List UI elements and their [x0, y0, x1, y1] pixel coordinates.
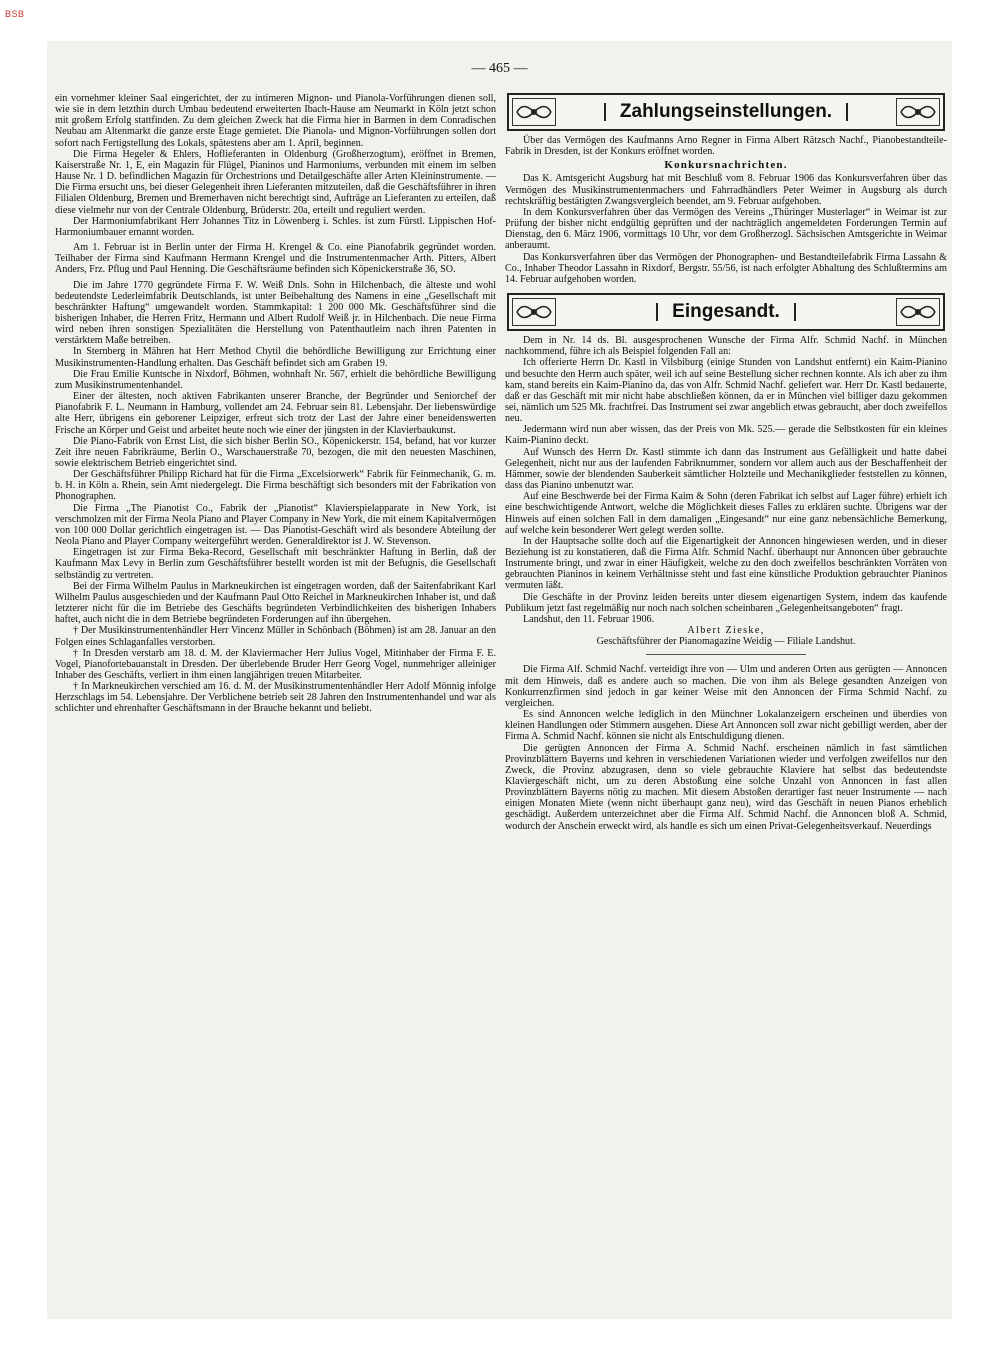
- eingesandt-paragraph: In der Hauptsache sollte doch auf die Eigenartigkeit der Annoncen hingewiesen werden, und in dieser Beziehung ist zu konstatieren, daß die Firma Alfr. Schmid Nachf. überhaupt nur Annoncen über gebrauchte Instrumente bringt, und zwar in einer Häufigkeit, welche zu den doch zweifellos beschränkten Vorräten von gebrauchten Pianinos in keinem Verhältnisse steht und fast eine künstliche Produktion gebrauchter Pianinos vermuten läßt.: [505, 535, 947, 592]
- library-mark: BSB: [5, 9, 25, 19]
- article-kuntsche: Die Frau Emilie Kuntsche in Nixdorf, Böhmen, wohnhaft Nr. 567, erhielt die behördliche Bewilligung zum Musikinstrumentenhandel.: [55, 368, 496, 391]
- article-beka-record: Eingetragen ist zur Firma Beka-Record, Gesellschaft mit beschränkter Haftung in Berlin, daß der Kaufmann Max Levy in Berlin zum Geschäftsführer bestellt worden ist mit der Befugnis, die Gesellschaft selbständig zu vertreten.: [55, 547, 496, 581]
- newspaper-page: [47, 41, 952, 1319]
- eingesandt-paragraph: Ich offerierte Herrn Dr. Kastl in Vilsbiburg (einige Stunden von Landshut entfernt) ein Kaim-Pianino und besuchte den Herrn auch später, weil ich auf seine Bestellung sicher rechnen konnte. Als ich aber zu ihm kam, stand bereits ein Kaim-Pianino da, das von Alfr. Schmid Nachf. geliefert war. Herr Dr. Kastl bedauerte, daß er das Geschäft mit mir nicht habe abschließen können, da er in München viel billiger dazu gekommen sei, nämlich um 525 Mk. frachtfrei. Das Instrument sei zwar angeblich etwas gebraucht, aber doch zweifellos neu.: [505, 357, 947, 425]
- eingesandt-paragraph: Auf eine Beschwerde bei der Firma Kaim & Sohn (deren Fabrikat ich selbst auf Lager führe) erhielt ich eine beschwichtigende Antwort, welche die Möglichkeit dieses Falles zu erklären suchte. Übrigens war der Hinweis auf einen solchen Fall in dem damaligen „Eingesandt“ nur eine ganz nebensächliche Bemerkung, auf welche kein besonderer Wert gelegt werden sollte.: [505, 491, 947, 536]
- obituary-mueller: † Der Musikinstrumentenhändler Herr Vincenz Müller in Schönbach (Böhmen) ist am 28. Januar an den Folgen eines Schlaganfalles verstorben.: [55, 625, 496, 648]
- konkurs-lassahn: Das Konkursverfahren über das Vermögen der Phonographen- und Bestandteilefabrik Firma Lassahn & Co., Inhaber Theodor Lassahn in Rixdorf, Bergstr. 55/56, ist nach erfolgter Abhaltung des Schlußtermins am 14. Februar aufgehoben worden.: [505, 251, 947, 285]
- article-list: Die Piano-Fabrik von Ernst List, die sich bisher Berlin SO., Köpenickerstr. 154, befand, hat vor kurzer Zeit ihre neuen Fabrikräume, Berlin O., Warschauerstraße 70, bezogen, die mit den neuesten Maschinen, sowie elektrischem Betrieb eingerichtet sind.: [55, 435, 496, 469]
- section-divider: [646, 654, 805, 655]
- article-pianotist: Die Firma „The Pianotist Co., Fabrik der „Pianotist“ Klavierspielapparate in New York, ist verschmolzen mit der Firma Neola Piano and Player Company in New York, die mit einem Kapitalvermögen von 100 000 Dollar gerichtlich eingetragen ist. — Das Pianotist-Geschäft wird als besondere Abteilung der Neola Piano and Player Company weitergeführt werden. Generaldirektor ist J. W. Stevenson.: [55, 502, 496, 548]
- zahlungseinstellungen-heading-box: [507, 93, 945, 131]
- article-excelsiorwerk: Der Geschäftsführer Philipp Richard hat für die Firma „Excelsiorwerk“ Fabrik für Feinmechanik, G. m. b. H. in Köln a. Rhein, sein Amt niedergelegt. Die Firma beschäftigt sich besonders mit der Fabrikation von Phonographen.: [55, 469, 496, 503]
- signature-name: Albert Zieske,: [687, 625, 765, 637]
- article-chytil: In Sternberg in Mähren hat Herr Method Chytil die behördliche Bewilligung zur Errichtung einer Musikinstrumenten-Handlung erhalten. Das Geschäft befindet sich am Graben 19.: [55, 346, 496, 369]
- eingesandt-paragraph: Die Geschäfte in der Provinz leiden bereits unter diesem eigenartigen System, indem das kaufende Publikum jetzt fast regelmäßig nur noch nach solchen scheinbaren „Gelegenheitsangeboten“ fragt.: [505, 591, 947, 614]
- konkursnachrichten-heading: Konkursnachrichten.: [664, 159, 788, 172]
- response-paragraph: Die Firma Alf. Schmid Nachf. verteidigt ihre von — Ulm und anderen Orten aus gerügten — Annoncen mit dem Hinweis, daß es andere auch so machen. Die von ihm als Belege gesandten Anzeigen von Konkurrenzfirmen sind jedoch in gar keiner Weise mit den Annoncen der Firma Schmid Nachf. zu vergleichen.: [505, 664, 947, 709]
- eingesandt-paragraph: Dem in Nr. 14 ds. Bl. ausgesprochenen Wunsche der Firma Alfr. Schmid Nachf. in München nachkommend, führe ich als Beispiel folgenden Fall an:: [505, 335, 947, 358]
- signature-place-date: Landshut, den 11. Februar 1906.: [523, 613, 655, 625]
- eingesandt-heading-box: [507, 293, 945, 331]
- page-number: — 465 —: [471, 61, 528, 76]
- zahlungseinstellungen-heading: Zahlungseinstellungen.: [604, 103, 848, 120]
- response-paragraph: Die gerügten Annoncen der Firma A. Schmid Nachf. erscheinen nämlich in fast sämtlichen Provinzblättern Bayerns und kehren in verschiedenen Variationen wieder und verfolgen zweifellos nur den Zweck, die Provinz abzugrasen, denn so viele gebrauchte Klaviere hat selbst das bedeutendste Klaviergeschäft nicht, um zu deren Abstoßung eine solche Unzahl von Annoncen in fast allen Provinzblättern Bayerns nötig zu machen. Mit diesem Abstoßen derartiger fast neuer Instrumente — nach einigen Monaten Miete (wenn nicht überhaupt ganz neu), wird das Geschäft in neuen Pianos erheblich geschädigt. Außerdem unterzeichnet aber die Firma Alf. Schmid Nachf. die Annoncen bloß A. Schmid, wodurch der Anschein erweckt wird, als handle es sich um einen Privat-Gelegenheitsverkauf. Neuerdings: [505, 742, 947, 832]
- ornament-icon: [512, 98, 556, 126]
- article-weiss: Die im Jahre 1770 gegründete Firma F. W. Weiß Dnls. Sohn in Hilchenbach, die älteste und wohl bedeutendste Lederleimfabrik Deutschlands, ist unter Beibehaltung des Namens in eine „Gesellschaft mit beschränkter Haftung“ umgewandelt worden. Stammkapital: 1 200 000 Mk. Geschäftsführer sind die bisherigen Inhaber, die Herren Fritz, Hermann und Albert Rudolf Weiß jr. in Hilchenbach. Die neue Firma wird neben ihren sonstigen Spezialitäten die Herstellung von Patenthautleim nach ihren Patenten in verstärktem Maße betreiben.: [55, 279, 496, 347]
- ornament-icon: [896, 98, 940, 126]
- zahlung-intro: Über das Vermögen des Kaufmanns Arno Regner in Firma Albert Rätzsch Nachf., Pianobestandteile-Fabrik in Dresden, ist der Konkurs eröffnet worden.: [505, 135, 947, 158]
- konkurs-weimar: In dem Konkursverfahren über das Vermögen des Vereins „Thüringer Musterlager“ in Weimar ist zur Prüfung der bisher nicht endgültig geprüften und der nachträglich angemeldeten Forderungen Termin auf Dienstag, den 6. März 1906, vormittags 10 Uhr, vor dem Großherzogl. Sächsischen Amtsgerichte in Weimar anberaumt.: [505, 206, 947, 252]
- eingesandt-heading: Eingesandt.: [656, 303, 796, 320]
- eingesandt-paragraph: Jedermann wird nun aber wissen, das der Preis von Mk. 525.— gerade die Selbstkosten für ein kleines Kaim-Pianino deckt.: [505, 424, 947, 447]
- article-hegeler-ehlers: Die Firma Hegeler & Ehlers, Hoflieferanten in Oldenburg (Großherzogtum), eröffnet in Bremen, Kaiserstraße Nr. 1, E, ein Magazin für Flügel, Pianinos und Harmoniums, verbunden mit einem im selben Hause Nr. 1 D. befindlichen Magazin für Orchestrions und Detailgeschäfte aller Arten Kleininstrumente. — Die Firma ersucht uns, bei dieser Gelegenheit ihren Lieferanten mitzuteilen, daß die Geschäftsführer in ihren Filialen Oldenburg, Bremen und Bremerhaven nicht berechtigt sind, Aufträge an Lieferanten zu erteilen, daß diese vielmehr nur von der Centrale Oldenburg, Brüderstr. 20a, erteilt und reguliert werden.: [55, 148, 496, 216]
- right-column: [505, 93, 947, 832]
- konkurs-augsburg: Das K. Amtsgericht Augsburg hat mit Beschluß vom 8. Februar 1906 das Konkursverfahren über das Vermögen des Musikinstrumentenmachers und Fahrradhändlers Peter Weimer in Augsburg als durch rechtskräftig bestätigten Zwangsvergleich beendet, am 9. Februar aufgehoben.: [505, 173, 947, 207]
- left-column: [55, 93, 496, 715]
- article-ibach: ein vornehmer kleiner Saal eingerichtet, der zu intimeren Mignon- und Pianola-Vorführungen dienen soll, wie sie in dem letzthin durch Umbau bedeutend erweiterten Ibach-Hause am Neumarkt in Köln jetzt schon mit großem Erfolg stattfinden. Zu dem gleichen Zweck hat die Firma hier in Barmen in dem Conradischen Neubau am Altenmarkt die ganze erste Etage gemietet. Die Pianola- und Mignon-Vorführungen sollen dort sofort nach Fertigstellung des Lokals, spätestens aber am 1. April, beginnen.: [55, 93, 496, 149]
- article-neumann: Einer der ältesten, noch aktiven Fabrikanten unserer Branche, der Begründer und Seniorchef der Pianofabrik F. L. Neumann in Hamburg, vollendet am 24. Februar sein 81. Lebensjahr. Der liebenswürdige alte Herr, übrigens ein geborener Leipziger, erfreut sich trotz der Last der Jahre einer beneidenswerten Frische an Körper und Geist und arbeitet heute noch wie einer der jüngsten in der Klavierbaukunst.: [55, 391, 496, 436]
- article-titz: Der Harmoniumfabrikant Herr Johannes Titz in Löwenberg i. Schles. ist zum Fürstl. Lippischen Hof-Harmoniumbauer ernannt worden.: [55, 215, 496, 238]
- article-krengel: Am 1. Februar ist in Berlin unter der Firma H. Krengel & Co. eine Pianofabrik gegründet worden. Teilhaber der Firma sind Kaufmann Hermann Krengel und die Instrumentenmacher Arth. Pitters, Albert Anders, Frz. Pflug und Paul Henning. Die Geschäftsräume befinden sich Köpenickerstraße 36, SO.: [55, 242, 496, 276]
- obituary-moennig: † In Markneukirchen verschied am 16. d. M. der Musikinstrumentenhändler Herr Adolf Mönnig infolge Herzschlags im 54. Lebensjahre. Der Verblichene betrieb seit 28 Jahren den Instrumentenhandel und war als schlichter und ehrenhafter Geschäftsmann in der Brauche bekannt und beliebt.: [55, 681, 496, 715]
- ornament-icon: [896, 298, 940, 326]
- obituary-vogel: † In Dresden verstarb am 18. d. M. der Klaviermacher Herr Julius Vogel, Mitinhaber der Firma F. E. Vogel, Pianofortebauanstalt in Dresden. Der überlebende Bruder Herr Georg Vogel, nunmehriger alleiniger Inhaber des Geschäfts, verliert in ihm einen langjährigen treuen Mitarbeiter.: [55, 647, 496, 681]
- article-paulus: Bei der Firma Wilhelm Paulus in Markneukirchen ist eingetragen worden, daß der Saitenfabrikant Karl Wilhelm Paulus ausgeschieden und der Kaufmann Paul Otto Reichel in Markneukirchen Inhaber ist, und daß letzterer nicht für die im Betriebe des Geschäfts begründeten Verbindlichkeiten des bisherigen Inhabers haftet, auch nicht die in dem Betriebe begründeten Forderungen auf ihn übergehen.: [55, 580, 496, 626]
- eingesandt-paragraph: Auf Wunsch des Herrn Dr. Kastl stimmte ich dann das Instrument aus Gefälligkeit und hatte dabei Gelegenheit, nicht nur aus der laufenden Fabriknummer, sondern vor allem auch aus der Beschaffenheit der Hämmer, sowie der blendenden Sauberkeit sämtlicher Holzteile und Mechanikglieder feststellen zu können, dass das Pianino unbenutzt war.: [505, 446, 947, 492]
- ornament-icon: [512, 298, 556, 326]
- signature-title: Geschäftsführer der Pianomagazine Weidig — Filiale Landshut.: [596, 636, 856, 648]
- response-paragraph: Es sind Annoncen welche lediglich in den Münchner Lokalanzeigern erscheinen und überdies von kleinen Handlungen oder Stimmern ausgehen. Diese Art Annoncen soll zwar nicht gebilligt werden, aber der Firma A. Schmid Nachf. können sie nicht als Entschuldigung dienen.: [505, 709, 947, 743]
